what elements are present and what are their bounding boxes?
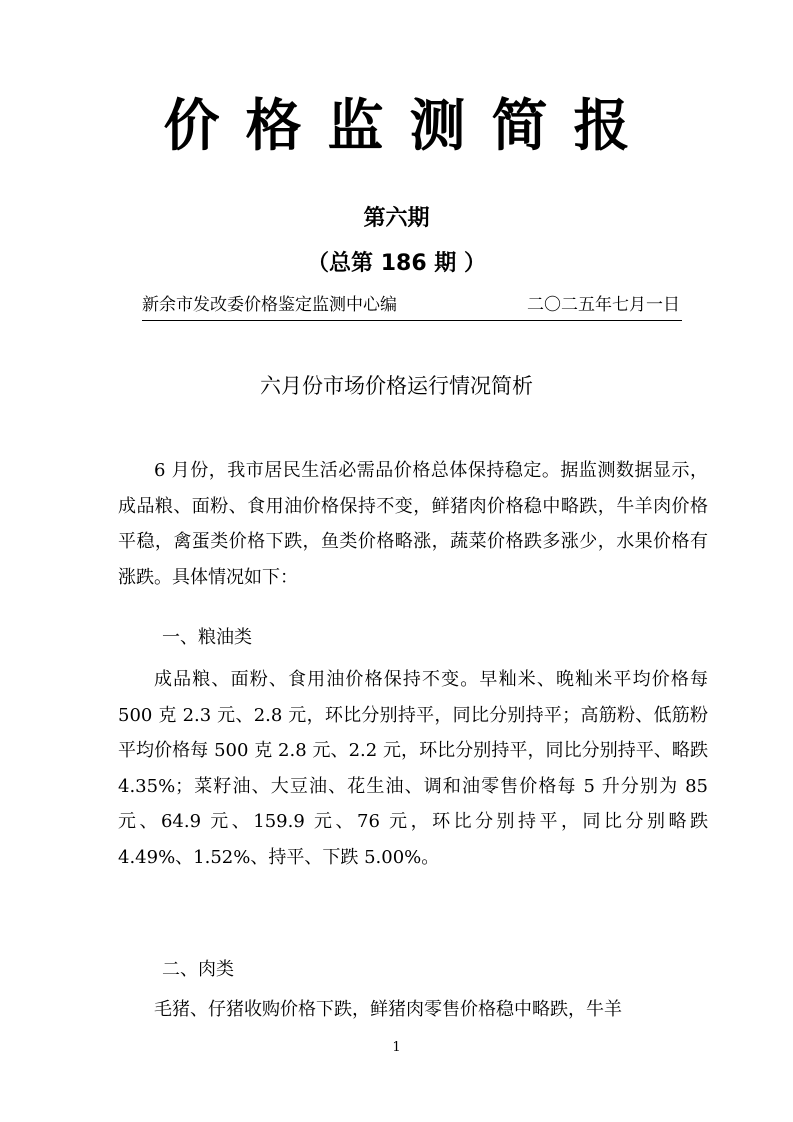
grain-oil-text: 成品粮、面粉、食用油价格保持不变。早籼米、晚籼米平均价格每 500 克 2.3 元、2.8 元，环比分别持平，同比分别持平；高筋粉、低筋粉平均价格每 500 克 2.8 元、2.2 元，环比分别持平，同比分别持平、略跌 4.35%；菜籽油、大豆油、花生油、调和油零售价格每 5 升分别为 85 元、64.9 元、159.9 元、76 元，环比分别持平，同比分别略跌 4.49%、1.52%、持平、下跌 5.00%。 — [118, 669, 708, 868]
intro-paragraph — [118, 453, 708, 595]
editor-name: 新余市发改委价格鉴定监测中心编 — [142, 295, 397, 315]
page-number: 1 — [392, 1040, 401, 1055]
publisher-line — [142, 290, 682, 321]
publish-date: 二〇二五年七月一日 — [527, 295, 680, 315]
meat-text: 毛猪、仔猪收购价格下跌，鲜猪肉零售价格稳中略跌，牛羊 — [154, 999, 622, 1020]
section-paragraph-grain-oil — [118, 662, 708, 876]
section-heading-grain-oil: 一、粮油类 — [162, 627, 252, 648]
issue-total-number: （总第 186 期 ） — [307, 251, 486, 276]
issue-number: 第六期 — [363, 206, 430, 231]
intro-text: 6 月份，我市居民生活必需品价格总体保持稳定。据监测数据显示，成品粮、面粉、食用油价格保持不变，鲜猪肉价格稳中略跌，牛羊肉价格平稳，禽蛋类价格下跌，鱼类价格略涨，蔬菜价格跌多涨少，水果价格有涨跌。具体情况如下： — [118, 460, 708, 588]
section-heading-meat: 二、肉类 — [162, 959, 234, 980]
masthead-title: 价格监测简报 — [163, 94, 656, 159]
section-paragraph-meat — [118, 992, 708, 1028]
article-title: 六月份市场价格运行情况简析 — [260, 374, 533, 398]
